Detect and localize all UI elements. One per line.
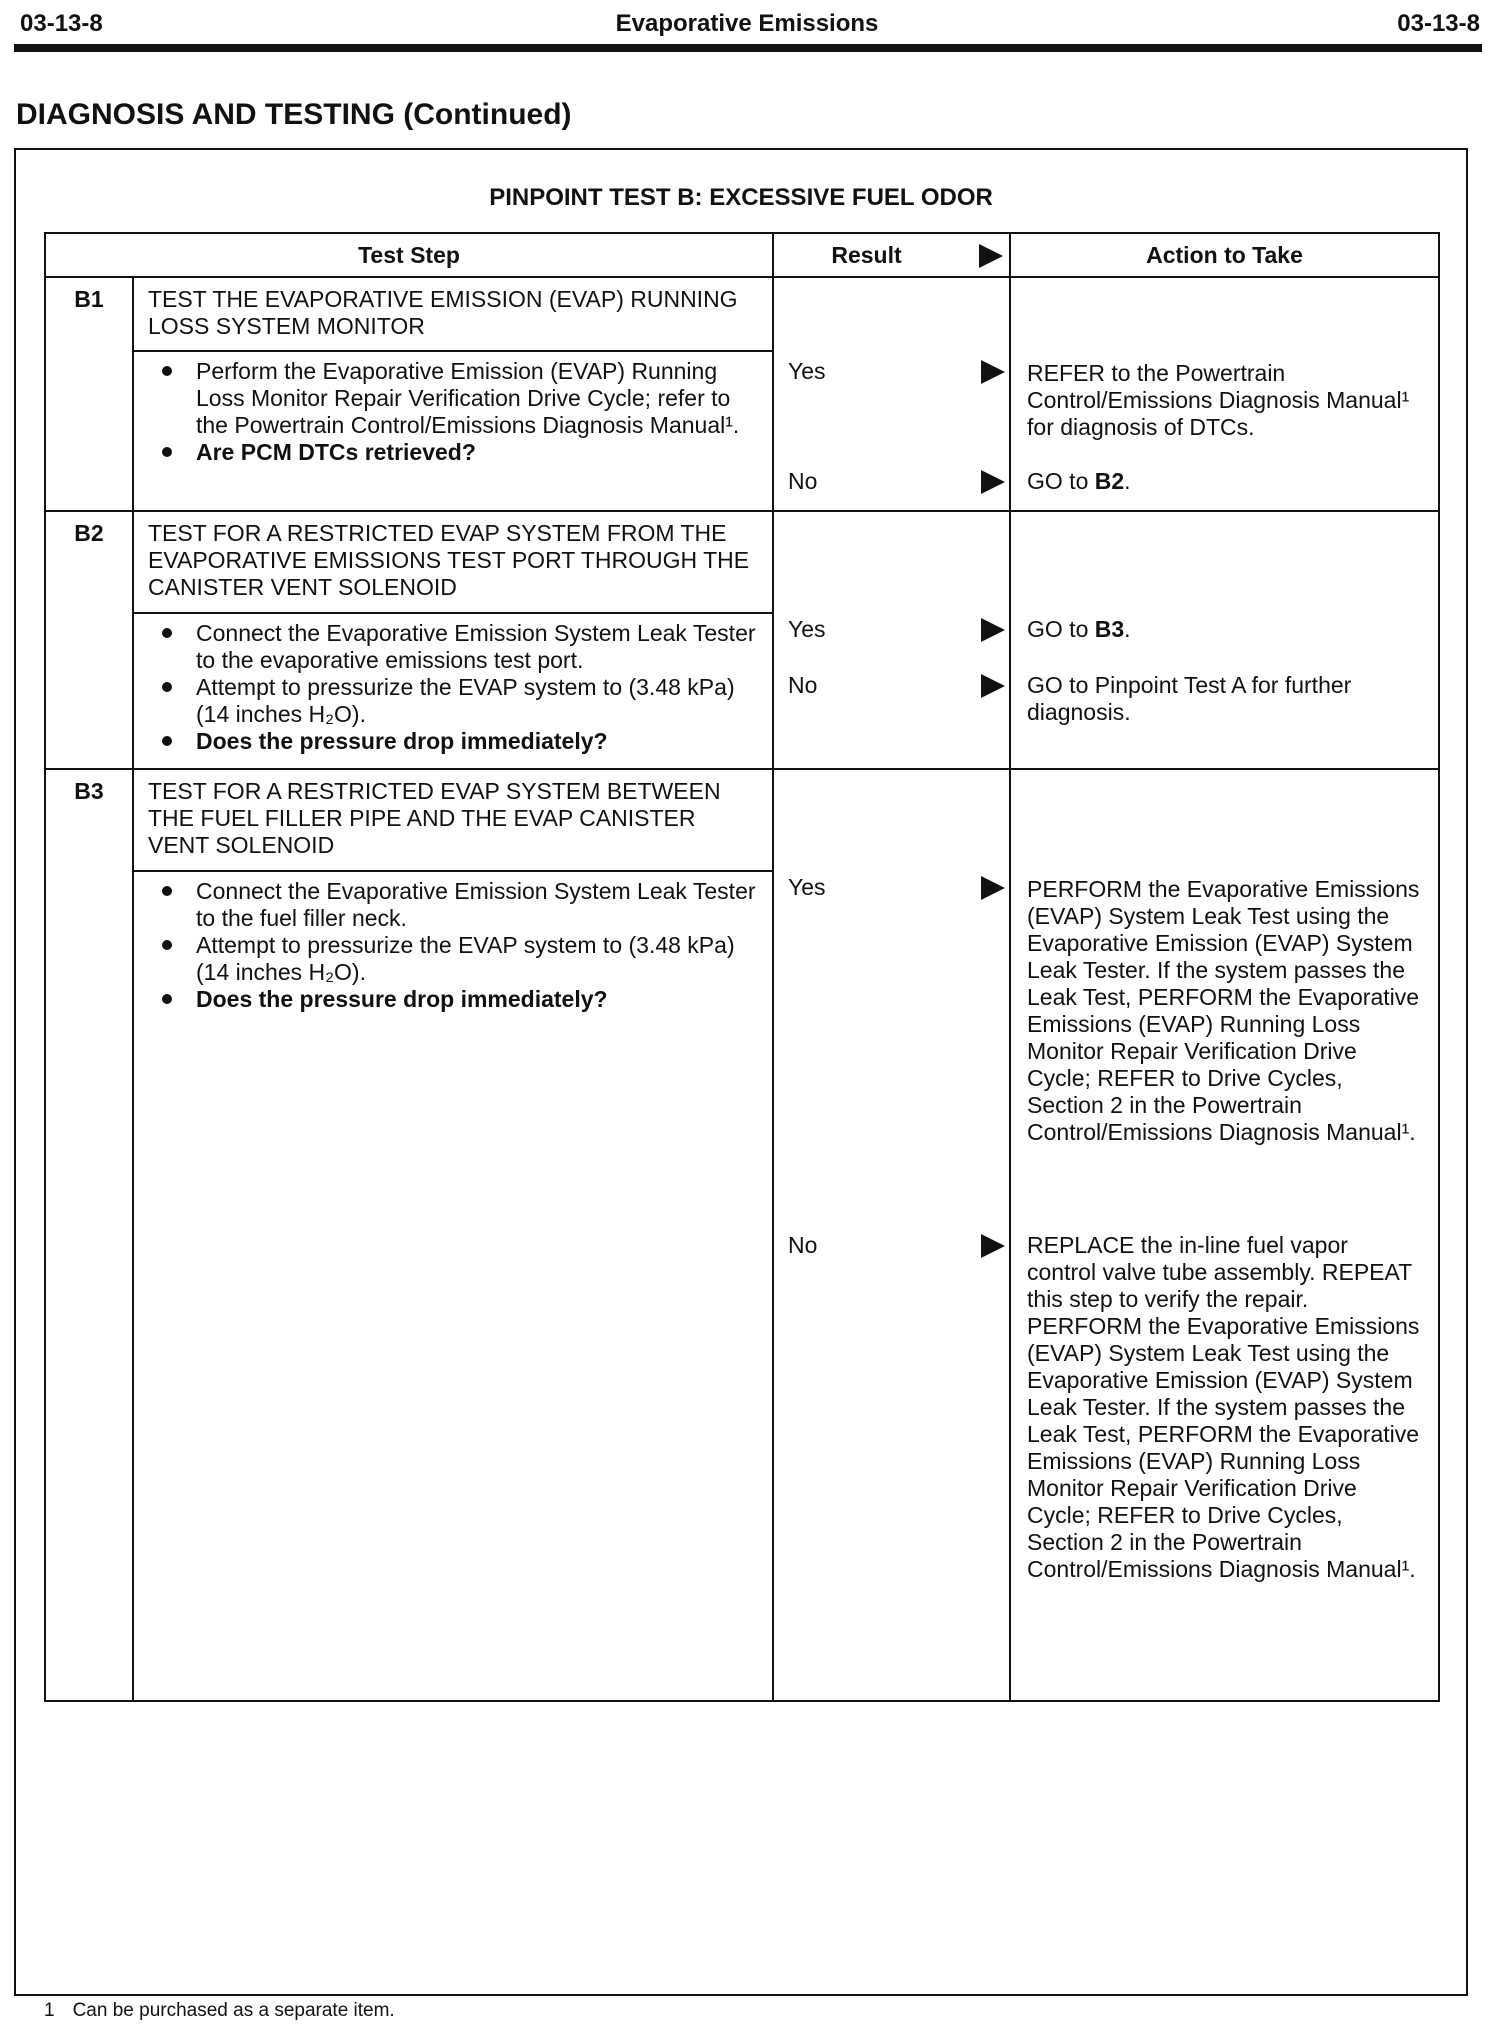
- triangle-right-icon: [981, 876, 1005, 900]
- triangle-right-icon: [981, 618, 1005, 642]
- step-id: B3: [45, 769, 133, 1701]
- page-number-left: 03-13-8: [20, 10, 103, 37]
- result-label: Yes: [788, 358, 826, 384]
- action-cell: [1010, 277, 1439, 511]
- table-row: [45, 769, 1439, 871]
- procedure-list: [146, 620, 762, 755]
- step-id: B2: [45, 511, 133, 769]
- procedure-question: Does the pressure drop immediately?: [146, 728, 762, 755]
- step-title: TEST FOR A RESTRICTED EVAP SYSTEM BETWEEN THE FUEL FILLER PIPE AND THE EVAP CANISTER VENT SOLENOID: [133, 769, 773, 871]
- header-rule: [14, 44, 1482, 52]
- procedure-bullet: Connect the Evaporative Emission System Leak Tester to the fuel filler neck.: [146, 878, 762, 932]
- column-header-test-step: Test Step: [45, 233, 773, 277]
- step-id: B1: [45, 277, 133, 511]
- page-header-title: Evaporative Emissions: [615, 10, 879, 37]
- column-header-result: [773, 233, 1010, 277]
- result-cell: [773, 277, 1010, 511]
- table-header-row: [45, 233, 1439, 277]
- action-prefix: GO to: [1027, 468, 1095, 494]
- action-text: REFER to the Powertrain Control/Emissions Diagnosis Manual¹ for diagnosis of DTCs.: [1027, 360, 1410, 440]
- table-row: [45, 511, 1439, 613]
- result-label: Yes: [788, 616, 826, 642]
- result-label: No: [788, 672, 818, 698]
- result-label: No: [788, 468, 818, 494]
- triangle-right-icon: [981, 470, 1005, 494]
- result-label: No: [788, 1232, 818, 1258]
- section-title: DIAGNOSIS AND TESTING (Continued): [16, 98, 572, 131]
- procedure-cell: [133, 351, 773, 511]
- column-header-result-label: Result: [831, 242, 902, 268]
- column-header-action: Action to Take: [1010, 233, 1439, 277]
- footnote-text: Can be purchased as a separate item.: [72, 2000, 395, 2021]
- action-text: GO to Pinpoint Test A for further diagnosis.: [1027, 672, 1352, 725]
- step-title: TEST THE EVAPORATIVE EMISSION (EVAP) RUNNING LOSS SYSTEM MONITOR: [133, 277, 773, 351]
- triangle-right-icon: [981, 674, 1005, 698]
- action-cell: [1010, 511, 1439, 769]
- step-reference: B2: [1094, 468, 1125, 494]
- pinpoint-test-table: [44, 232, 1440, 1702]
- action-text: [1011, 616, 1438, 643]
- procedure-list: [146, 358, 762, 466]
- page-header: [14, 10, 1480, 40]
- step-title: TEST FOR A RESTRICTED EVAP SYSTEM FROM THE EVAPORATIVE EMISSIONS TEST PORT THROUGH THE CANISTER VENT SOLENOID: [133, 511, 773, 613]
- procedure-question: Does the pressure drop immediately?: [146, 986, 762, 1013]
- footnote-number: 1: [44, 2000, 55, 2021]
- procedure-list: [146, 878, 762, 1013]
- action-text: REPLACE the in-line fuel vapor control valve tube assembly. REPEAT this step to verify the repair. PERFORM the Evaporative Emissions (EVAP) System Leak Test using the Evaporative Emission (EVAP) System Leak Tester. If the system passes the Leak Test, PERFORM the Evaporative Emissions (EVAP) Running Loss Monitor Repair Verification Drive Cycle; REFER to Drive Cycles, Section 2 in the Powertrain Control/Emissions Diagnosis Manual¹.: [1027, 1232, 1420, 1582]
- step-reference: B3: [1094, 616, 1125, 642]
- procedure-question: Are PCM DTCs retrieved?: [146, 439, 762, 466]
- triangle-right-icon: [981, 1234, 1005, 1258]
- triangle-right-icon: [979, 244, 1003, 268]
- pinpoint-test-title: PINPOINT TEST B: EXCESSIVE FUEL ODOR: [489, 184, 993, 211]
- triangle-right-icon: [981, 360, 1005, 384]
- procedure-bullet: Perform the Evaporative Emission (EVAP) Running Loss Monitor Repair Verification Drive Cycle; refer to the Powertrain Control/Emissions Diagnosis Manual¹.: [146, 358, 762, 439]
- action-suffix: .: [1124, 616, 1131, 642]
- procedure-cell: [133, 613, 773, 769]
- page-number-right: 03-13-8: [1397, 10, 1480, 37]
- action-prefix: GO to: [1027, 616, 1095, 642]
- procedure-bullet: Attempt to pressurize the EVAP system to (3.48 kPa) (14 inches H₂O).: [146, 932, 762, 986]
- footnote: [44, 2000, 395, 2022]
- procedure-bullet: Attempt to pressurize the EVAP system to (3.48 kPa) (14 inches H₂O).: [146, 674, 762, 728]
- result-label: Yes: [788, 874, 826, 900]
- action-cell: [1010, 769, 1439, 1701]
- action-text: [1011, 468, 1438, 495]
- procedure-bullet: Connect the Evaporative Emission System Leak Tester to the evaporative emissions test port.: [146, 620, 762, 674]
- result-cell: [773, 511, 1010, 769]
- table-row: [45, 277, 1439, 351]
- procedure-cell: [133, 871, 773, 1701]
- action-suffix: .: [1124, 468, 1131, 494]
- action-text: PERFORM the Evaporative Emissions (EVAP) System Leak Test using the Evaporative Emission (EVAP) System Leak Tester. If the system passes the Leak Test, PERFORM the Evaporative Emissions (EVAP) Running Loss Monitor Repair Verification Drive Cycle; REFER to Drive Cycles, Section 2 in the Powertrain Control/Emissions Diagnosis Manual¹.: [1027, 876, 1420, 1145]
- result-cell: [773, 769, 1010, 1701]
